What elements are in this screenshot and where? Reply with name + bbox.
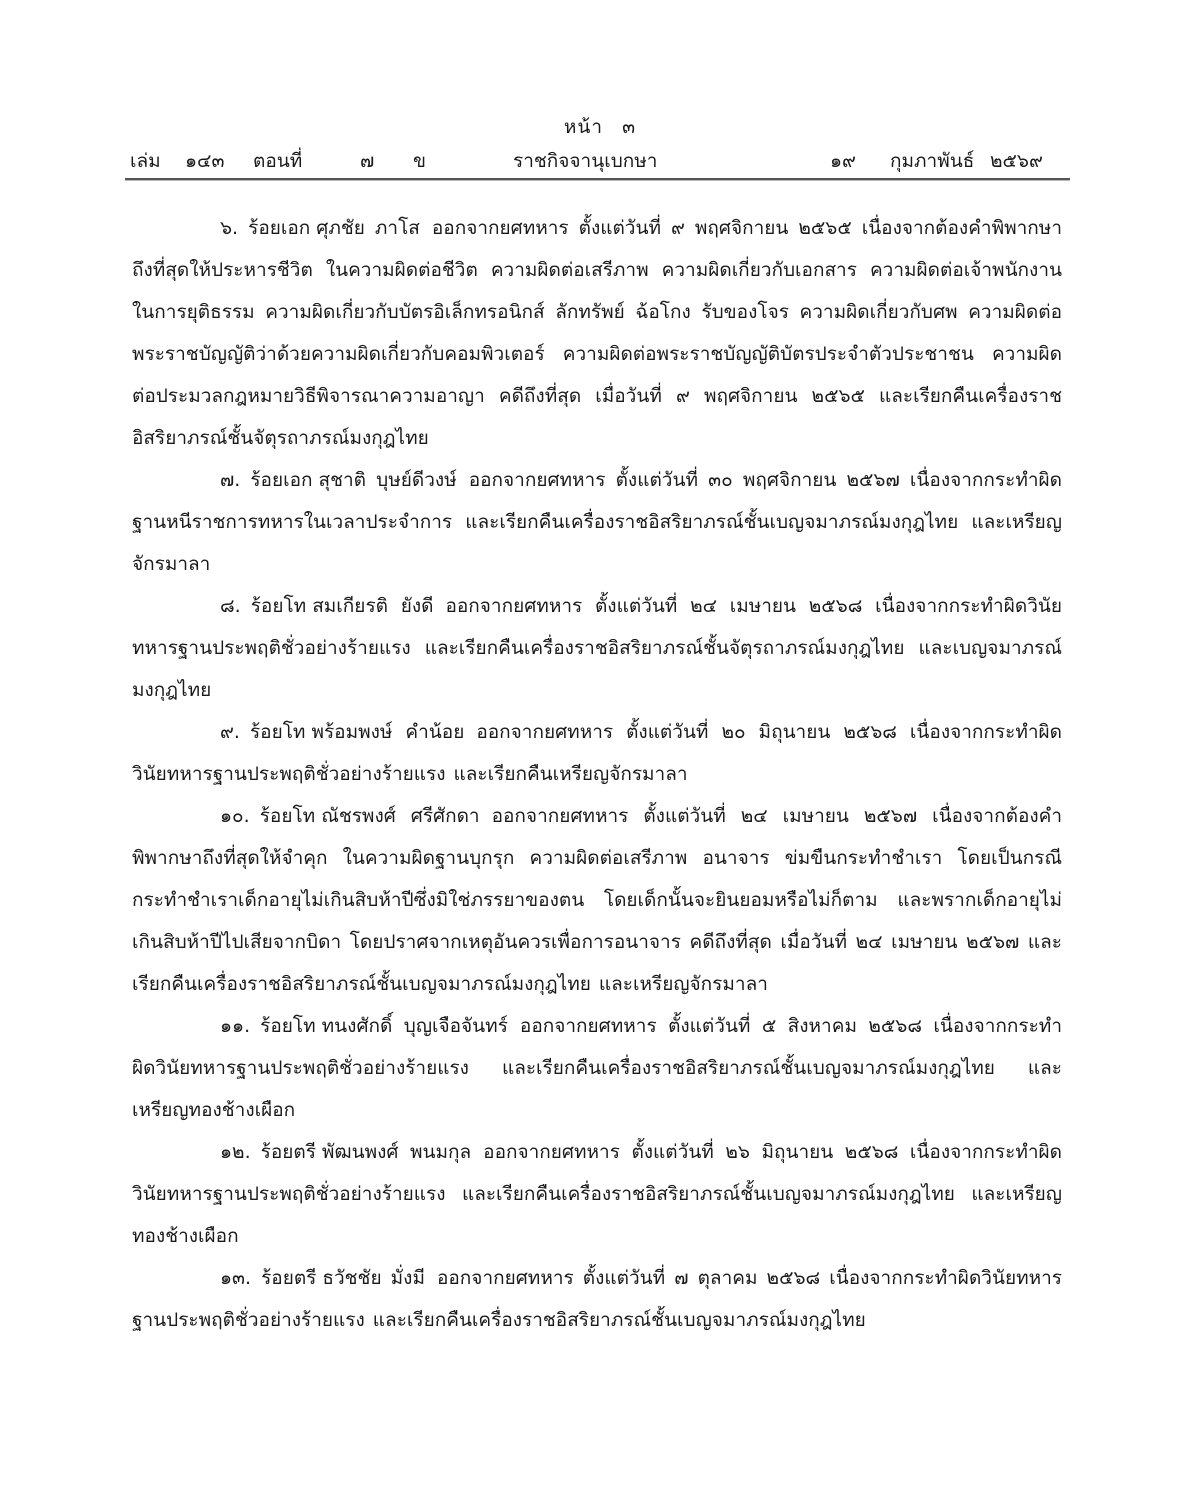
date-day: ๑๙ xyxy=(830,150,856,172)
section-letter: ข xyxy=(413,150,426,172)
item-rank: ร้อยโท xyxy=(249,721,306,743)
running-header xyxy=(125,146,1070,176)
volume-number: ๑๔๓ xyxy=(185,150,225,172)
item-text: ออกจากยศทหาร ตั้งแต่วันที่ ๒๔ เมษายน ๒๕๖๗ เนื่องจากต้องคำพิพากษาถึงที่สุดให้จำคุก ในความผิดฐานบุกรุก ความผิดต่อเสรีภาพ อนาจาร ข่มขืนกระทำชำเรา โดยเป็นกรณีกระทำชำเราเด็กอายุไม่เกินสิบห้าปีซึ่งมิใช่ภรรยาของตน โดยเด็กนั้นจะยินยอมหรือไม่ก็ตาม และพรากเด็กอายุไม่เกินสิบห้าปีไปเสียจากบิดา โดยปราศจากเหตุอันควรเพื่อการอนาจาร คดีถึงที่สุด เมื่อวันที่ ๒๔ เมษายน ๒๕๖๗ และเรียกคืนเครื่องราชอิสริยาภรณ์ชั้นเบญจมาภรณ์มงกุฎไทย และเหรียญจักรมาลา xyxy=(132,805,1063,995)
item-name: ณัชรพงศ์ ศรีศักดา xyxy=(321,805,480,827)
item-rank: ร้อยตรี xyxy=(261,1267,317,1289)
announcement-item xyxy=(132,1005,1062,1131)
item-rank: ร้อยเอก xyxy=(248,217,311,239)
announcement-item xyxy=(132,585,1062,711)
item-text: ออกจากยศทหาร ตั้งแต่วันที่ ๓๐ พฤศจิกายน ๒๕๖๗ เนื่องจากกระทำผิดฐานหนีราชการทหารในเวลาประจำการ และเรียกคืนเครื่องราชอิสริยาภรณ์ชั้นเบญจมาภรณ์มงกุฎไทย และเหรียญจักรมาลา xyxy=(132,469,1062,575)
item-text: ออกจากยศทหาร ตั้งแต่วันที่ ๒๖ มิถุนายน ๒๕๖๘ เนื่องจากกระทำผิดวินัยทหารฐานประพฤติชั่วอย่างร้ายแรง และเรียกคืนเครื่องราชอิสริยาภรณ์ชั้นเบญจมาภรณ์มงกุฎไทย และเหรียญทองช้างเผือก xyxy=(132,1141,1062,1247)
item-rank: ร้อยโท xyxy=(250,595,307,617)
issue-number: ๗ xyxy=(360,150,375,172)
item-text: ออกจากยศทหาร ตั้งแต่วันที่ ๒๔ เมษายน ๒๕๖๘ เนื่องจากกระทำผิดวินัยทหารฐานประพฤติชั่วอย่างร้ายแรง และเรียกคืนเครื่องราชอิสริยาภรณ์ชั้นจัตุรถาภรณ์มงกุฎไทย และเบญจมาภรณ์มงกุฎไทย xyxy=(132,595,1062,701)
issue-label: ตอนที่ xyxy=(253,150,303,172)
item-name: พร้อมพงษ์ คำน้อย xyxy=(311,721,465,743)
item-name: พัฒนพงศ์ พนมกุล xyxy=(321,1141,472,1163)
page-number xyxy=(0,112,1200,142)
announcement-item xyxy=(132,207,1062,459)
volume-label: เล่ม xyxy=(130,150,161,172)
announcement-item xyxy=(132,459,1062,585)
item-number: ๗. xyxy=(220,469,241,491)
header-divider xyxy=(125,178,1070,181)
item-name: ศุภชัย ภาโส xyxy=(316,217,420,239)
date-year: ๒๕๖๙ xyxy=(990,150,1043,172)
announcement-body xyxy=(132,207,1062,1341)
item-number: ๖. xyxy=(220,217,239,239)
item-rank: ร้อยตรี xyxy=(260,1141,316,1163)
announcement-item xyxy=(132,711,1062,795)
item-number: ๑๐. xyxy=(220,805,250,827)
item-text: ออกจากยศทหาร ตั้งแต่วันที่ ๙ พฤศจิกายน ๒๕๖๕ เนื่องจากต้องคำพิพากษาถึงที่สุดให้ประหารชีวิต ในความผิดต่อชีวิต ความผิดต่อเสรีภาพ ความผิดเกี่ยวกับเอกสาร ความผิดต่อเจ้าพนักงานในการยุติธรรม ความผิดเกี่ยวกับบัตรอิเล็กทรอนิกส์ ลักทรัพย์ ฉ้อโกง รับของโจร ความผิดเกี่ยวกับศพ ความผิดต่อพระราชบัญญัติว่าด้วยความผิดเกี่ยวกับคอมพิวเตอร์ ความผิดต่อพระราชบัญญัติบัตรประจำตัวประชาชน ความผิดต่อประมวลกฎหมายวิธีพิจารณาความอาญา คดีถึงที่สุด เมื่อวันที่ ๙ พฤศจิกายน ๒๕๖๕ และเรียกคืนเครื่องราชอิสริยาภรณ์ชั้นจัตุรถาภรณ์มงกุฎไทย xyxy=(132,217,1062,449)
item-rank: ร้อยเอก xyxy=(250,469,313,491)
item-number: ๑๓. xyxy=(220,1267,252,1289)
item-number: ๑๒. xyxy=(220,1141,251,1163)
publication-title: ราชกิจจานุเบกษา xyxy=(513,150,658,172)
item-rank: ร้อยโท xyxy=(259,805,316,827)
page-label: หน้า xyxy=(563,116,604,138)
item-number: ๘. xyxy=(220,595,241,617)
date-month: กุมภาพันธ์ xyxy=(890,150,975,172)
item-text: ออกจากยศทหาร ตั้งแต่วันที่ ๗ ตุลาคม ๒๕๖๘ เนื่องจากกระทำผิดวินัยทหารฐานประพฤติชั่วอย่างร้ายแรง และเรียกคืนเครื่องราชอิสริยาภรณ์ชั้นเบญจมาภรณ์มงกุฎไทย xyxy=(132,1267,1062,1331)
announcement-item xyxy=(132,1131,1062,1257)
item-text: ออกจากยศทหาร ตั้งแต่วันที่ ๒๐ มิถุนายน ๒๕๖๘ เนื่องจากกระทำผิดวินัยทหารฐานประพฤติชั่วอย่างร้ายแรง และเรียกคืนเหรียญจักรมาลา xyxy=(132,721,1062,785)
item-number: ๑๑. xyxy=(220,1015,251,1037)
item-rank: ร้อยโท xyxy=(260,1015,316,1037)
item-number: ๙. xyxy=(220,721,240,743)
item-name: ธวัชชัย มั่งมี xyxy=(322,1267,425,1289)
item-text: ออกจากยศทหาร ตั้งแต่วันที่ ๕ สิงหาคม ๒๕๖๘ เนื่องจากกระทำผิดวินัยทหารฐานประพฤติชั่วอย่างร้ายแรง และเรียกคืนเครื่องราชอิสริยาภรณ์ชั้นเบญจมาภรณ์มงกุฎไทย และเหรียญทองช้างเผือก xyxy=(132,1015,1062,1121)
page-number-value: ๓ xyxy=(622,116,637,138)
announcement-item xyxy=(132,795,1062,1005)
item-name: ทนงศักดิ์ บุญเจือจันทร์ xyxy=(321,1015,508,1037)
item-name: สมเกียรติ ยังดี xyxy=(312,595,434,617)
announcement-item xyxy=(132,1257,1062,1341)
item-name: สุชาติ บุษย์ดีวงษ์ xyxy=(318,469,457,491)
